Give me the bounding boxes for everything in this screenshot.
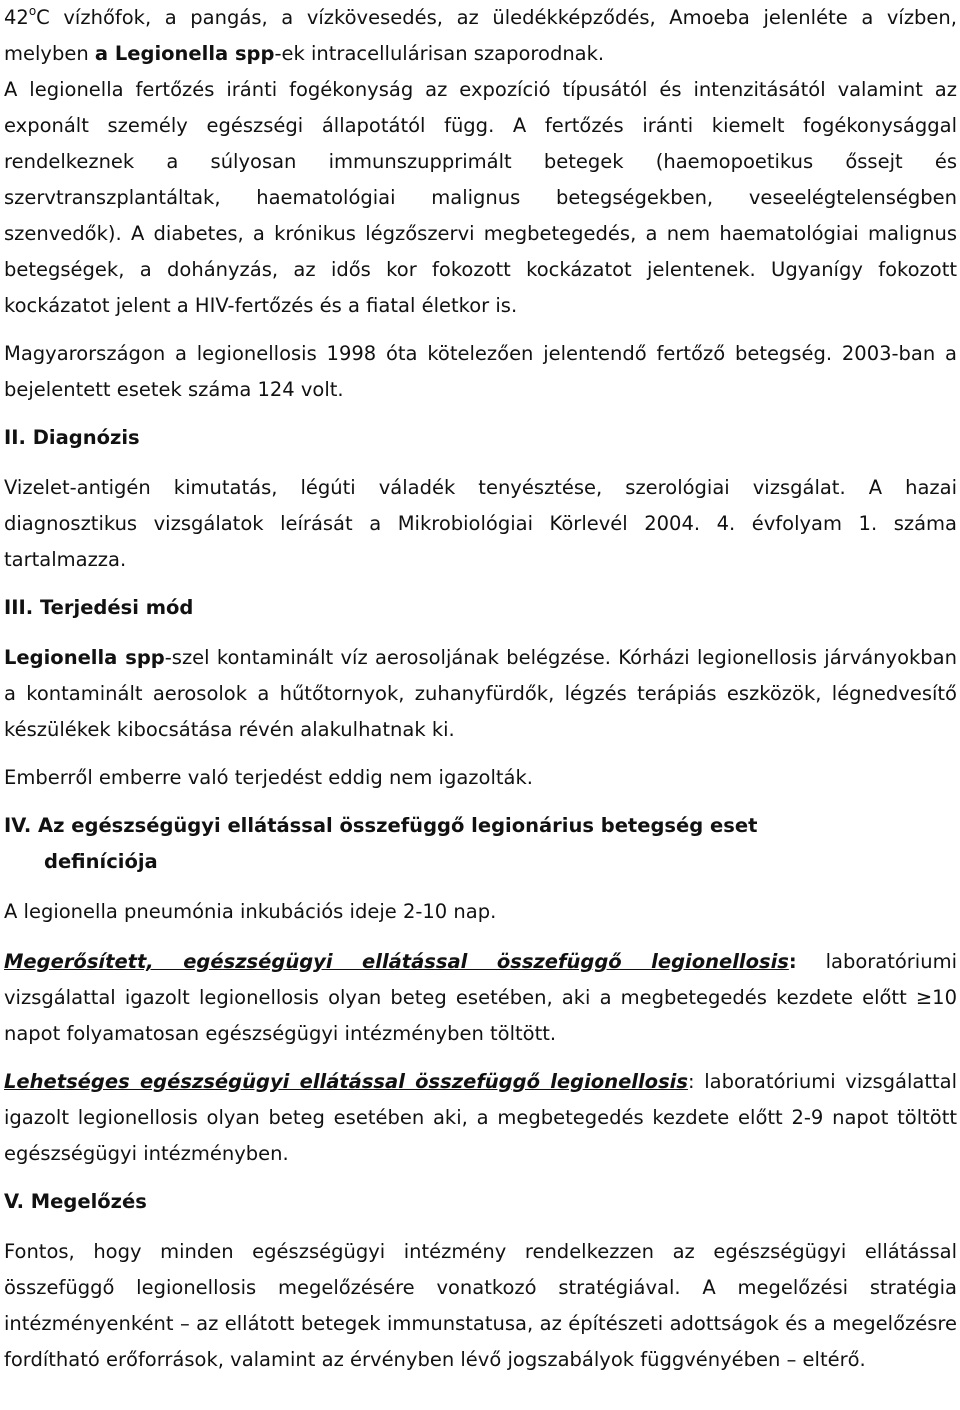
- confirmed-term: Megerősített, egészségügyi ellátással összefüggő legionellosis: [4, 950, 789, 973]
- heading-transmission: III. Terjedési mód: [4, 596, 194, 619]
- paragraph-transmission: Legionella spp-szel kontaminált víz aerosoljának belégzése. Kórházi legionellosis járványokban a kontaminált aerosolok a hűtőtornyok, zuhanyfürdők, légzés terápiás eszközök, légnedvesítő készülékek kibocsátása révén alakulhatnak ki.: [4, 646, 957, 741]
- heading-prevention: V. Megelőzés: [4, 1190, 147, 1213]
- paragraph-person-to-person: Emberről emberre való terjedést eddig nem igazolták.: [4, 766, 533, 789]
- heading-diagnosis: II. Diagnózis: [4, 426, 140, 449]
- paragraph-prevention: Fontos, hogy minden egészségügyi intézmény rendelkezzen az egészségügyi ellátással összefüggő legionellosis megelőzésére vonatkozó stratégiával. A megelőzési stratégia intézményenként – az ellátott betegek immunstatusa, az építészeti adottságok és a megelőzésre fordítható erőforrások, valamint az érvényben lévő jogszabályok függvényében – eltérő.: [4, 1240, 957, 1371]
- paragraph-incubation: A legionella pneumónia inkubációs ideje 2-10 nap.: [4, 900, 497, 923]
- legionella-bold: a Legionella spp: [94, 42, 275, 65]
- paragraph-susceptibility: A legionella fertőzés iránti fogékonyság az expozíció típusától és intenzitásától valamint az exponált személy egészségi állapotától függ. A fertőzés iránti kiemelt fogékonysággal rendelkeznek a súlyosan immunszupprimált betegek (haemopoetikus őssejt és szervtranszplantáltak, haematológiai malignus betegségekben, veseelégtelenségben szenvedők). A diabetes, a krónikus légzőszervi megbetegedés, a nem haematológiai malignus betegségek, a dohányzás, az idős kor fokozott kockázatot jelentenek. Ugyanígy fokozott kockázatot jelent a HIV-fertőzés és a fiatal életkor is.: [4, 78, 957, 317]
- paragraph-diagnosis: Vizelet-antigén kimutatás, légúti váladék tenyésztése, szerológiai vizsgálat. A hazai diagnosztikus vizsgálatok leírását a Mikrobiológiai Körlevél 2004. 4. évfolyam 1. száma tartalmazza.: [4, 476, 957, 571]
- possible-term: Lehetséges egészségügyi ellátással összefüggő legionellosis: [4, 1070, 688, 1093]
- heading-case-definition: IV. Az egészségügyi ellátással összefüggő legionárius betegség eset definíciója: [4, 814, 758, 873]
- paragraph-possible-case: Lehetséges egészségügyi ellátással összefüggő legionellosis: laboratóriumi vizsgálattal igazolt legionellosis olyan beteg esetében aki, a megbetegedés kezdete előtt 2-9 napot töltött egészségügyi intézményben.: [4, 1070, 957, 1165]
- degree-superscript: o: [28, 3, 37, 18]
- paragraph-water-conditions: 42$^o$C vízhőfok, a pangás, a vízkövesedés, az üledékképződés, Amoeba jelenléte a vízben, melyben a Legionella spp-ek intracellulárisan szaporodnak.: [4, 3, 957, 65]
- legionella-spp-bold: Legionella spp: [4, 646, 165, 669]
- paragraph-confirmed-case: Megerősített, egészségügyi ellátással összefüggő legionellosis: laboratóriumi vizsgálattal igazolt legionellosis olyan beteg esetében, aki a megbetegedés kezdete előtt ≥10 napot folyamatosan egészségügyi intézményben töltött.: [4, 950, 957, 1045]
- paragraph-hungary-notification: Magyarországon a legionellosis 1998 óta kötelezően jelentendő fertőző betegség. 2003-ban a bejelentett esetek száma 124 volt.: [4, 342, 957, 401]
